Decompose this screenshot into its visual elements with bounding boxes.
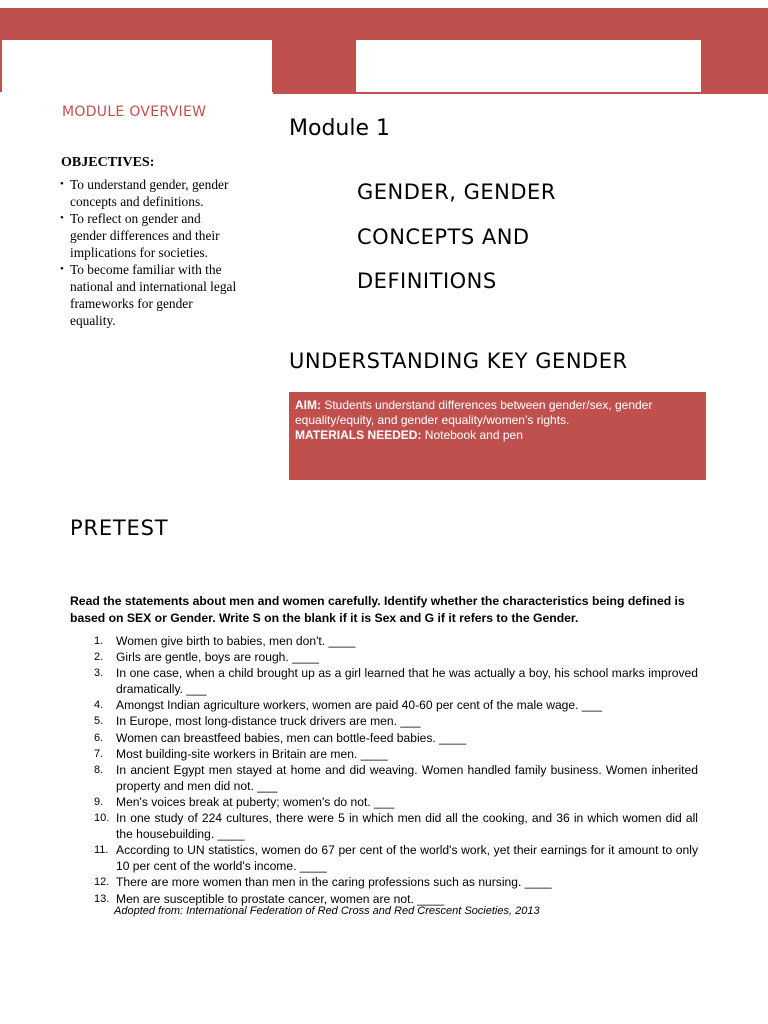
statement-number: 1. <box>94 635 104 647</box>
statement-text: Most building-site workers in Britain are men. ____ <box>116 746 388 761</box>
statement-item <box>94 810 698 842</box>
aim-text: Students understand differences between gender/sex, gender equality/equity, and gender equality/women’s rights. <box>295 398 653 427</box>
statement-text: In ancient Egypt men stayed at home and did weaving. Women handled family business. Women inherited property and men did not. ___ <box>116 762 698 793</box>
statement-list <box>94 633 698 907</box>
statement-number: 3. <box>94 667 104 680</box>
objectives-heading: OBJECTIVES: <box>61 155 155 170</box>
statement-number: 7. <box>94 747 104 760</box>
statement-text: In one study of 224 cultures, there were 5 in which men did all the cooking, and 36 in which women did all the housebuilding. ____ <box>116 811 698 842</box>
statement-text: Men's voices break at puberty; women's do not. ___ <box>116 794 395 809</box>
module-label: Module 1 <box>289 116 390 141</box>
module-title-line: DEFINITIONS <box>357 269 497 293</box>
statement-item <box>94 762 698 794</box>
statement-number: 11. <box>94 844 109 857</box>
objective-item: • To become familiar with the national and international legal frameworks for gender equality. <box>60 261 240 329</box>
statement-number: 12. <box>94 876 110 889</box>
aim-label: AIM: <box>295 398 321 412</box>
module-title-line: GENDER, GENDER <box>357 180 556 204</box>
statement-item <box>94 665 698 697</box>
statement-number: 6. <box>94 731 104 744</box>
statement-item <box>94 649 698 665</box>
materials-line <box>295 428 700 443</box>
content-divider <box>273 92 768 94</box>
statement-number: 2. <box>94 651 104 664</box>
objectives-list <box>60 176 240 329</box>
module-overview-title: MODULE OVERVIEW <box>62 104 207 120</box>
statement-item <box>94 746 698 762</box>
statement-text: Amongst Indian agriculture workers, women are paid 40-60 per cent of the male wage. ___ <box>116 698 603 713</box>
statement-text: According to UN statistics, women do 67 per cent of the world's work, yet their earnings for it amount to only 10 per cent of the world's income. ____ <box>116 843 698 874</box>
module-title <box>357 170 687 304</box>
statement-number: 4. <box>94 699 104 712</box>
statement-text: In Europe, most long-distance truck drivers are men. ___ <box>116 714 421 729</box>
statement-item <box>94 713 698 729</box>
statement-number: 9. <box>94 795 104 808</box>
statement-item <box>94 874 698 890</box>
statement-text: Women can breastfeed babies, men can bottle-feed babies. ____ <box>116 730 467 745</box>
statement-number: 10. <box>94 812 110 825</box>
statement-item <box>94 697 698 713</box>
statement-number: 8. <box>94 763 104 776</box>
statement-item <box>94 842 698 874</box>
aim-line <box>295 398 700 428</box>
statement-text: Men are susceptible to prostate cancer, women are not. ____ <box>116 891 445 906</box>
statement-text: Women give birth to babies, men don't. ____ <box>116 634 356 648</box>
statement-text: Girls are gentle, boys are rough. ____ <box>116 650 320 665</box>
pretest-title: PRETEST <box>70 516 169 540</box>
module-title-line: CONCEPTS AND <box>357 224 530 249</box>
pretest-instructions: Read the statements about men and women carefully. Identify whether the characteristics being defined is based on SEX or Gender. Write S on the blank if it is Sex and G if it refers to the Gender. <box>70 594 685 625</box>
materials-text: Notebook and pen <box>421 428 523 442</box>
statement-number: 5. <box>94 715 104 728</box>
aim-box <box>289 392 706 480</box>
statement-text: There are more women than men in the caring professions such as nursing. ____ <box>116 875 552 890</box>
objective-item: • To understand gender, gender concepts and definitions. <box>60 176 240 210</box>
statement-item <box>94 794 698 810</box>
statement-item <box>94 730 698 746</box>
source-note: Adopted from: International Federation of Red Cross and Red Crescent Societies, 2013 <box>114 905 540 917</box>
header-blank-box <box>356 40 701 92</box>
statement-number: 13. <box>94 892 110 905</box>
statement-text: In one case, when a child brought up as a girl learned that he was actually a boy, his school marks improved dramatically. ___ <box>116 666 698 697</box>
section-title: UNDERSTANDING KEY GENDER <box>289 349 628 373</box>
statement-item <box>94 633 698 649</box>
objective-item: • To reflect on gender and gender differences and their implications for societies. <box>60 210 240 261</box>
materials-label: MATERIALS NEEDED: <box>295 428 422 442</box>
